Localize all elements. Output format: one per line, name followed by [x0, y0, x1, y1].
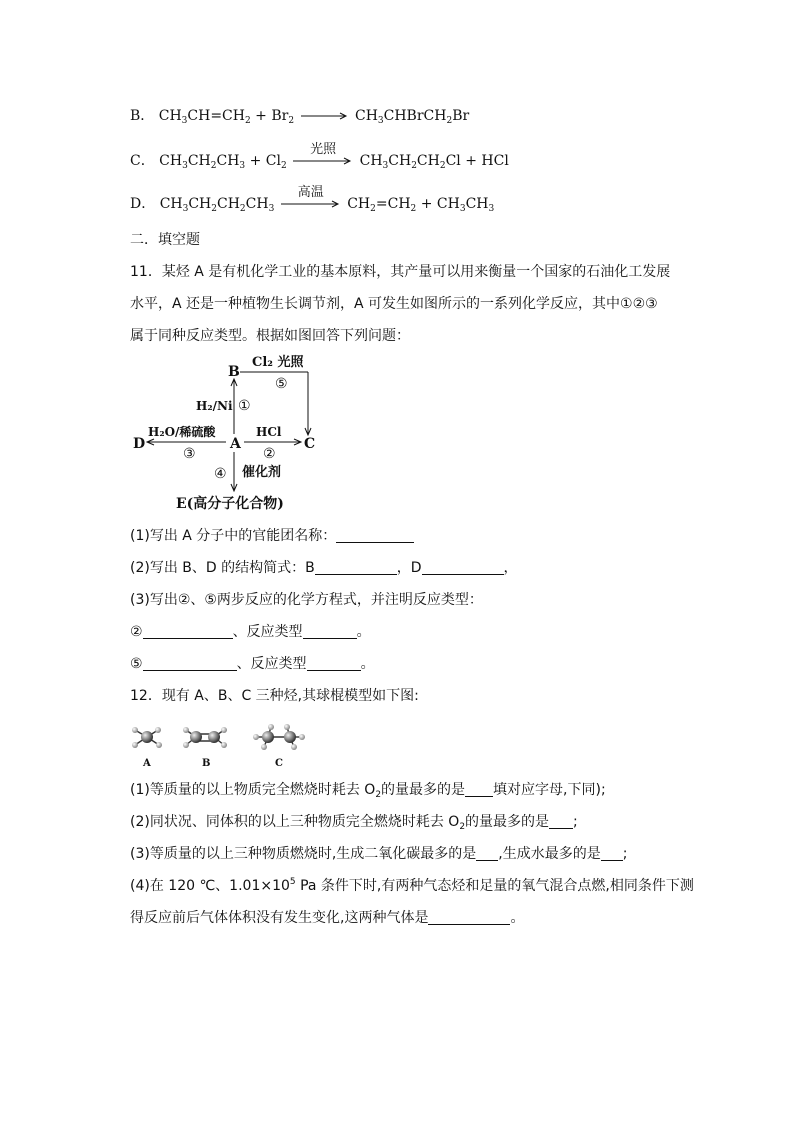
option-d [130, 185, 495, 214]
q12-sub2 [130, 812, 578, 832]
r1-num: ① [238, 398, 251, 414]
option-c-rhs: $CH_3CH_2CH_2Cl$ + HCl [359, 153, 509, 171]
option-b-lhs: $CH_3CH=CH_2 + Br_2$ [158, 108, 295, 126]
node-c: C [304, 436, 316, 452]
o2-subscript: 2 [459, 822, 466, 832]
q11-eq2 [130, 622, 371, 642]
answer-blank-eq5[interactable] [143, 656, 237, 671]
model-label-a: A [143, 758, 151, 769]
answer-blank-type2[interactable] [303, 624, 357, 639]
reaction-arrow-with-condition [293, 142, 353, 165]
answer-blank[interactable] [336, 528, 414, 543]
r4-num: ④ [214, 466, 227, 482]
end-mark: 。 [510, 910, 525, 926]
reaction-arrow-with-condition [281, 185, 341, 208]
condition-label: 光照 [310, 142, 337, 157]
q11-sub2-text: (2)写出 B、D 的结构简式：B [130, 560, 315, 576]
reaction-scheme [128, 352, 328, 522]
type-label: 、反应类型 [232, 624, 303, 640]
type-label: 、反应类型 [236, 656, 307, 672]
exponent: 5 [289, 877, 296, 887]
q12-sub4-text: (4)在 120 ℃、1.01×10 [130, 878, 290, 894]
node-d: D [133, 436, 146, 452]
model-c-ethane [253, 724, 305, 750]
eq5-num: ⑤ [130, 656, 143, 672]
node-e: E(高分子化合物) [176, 496, 284, 512]
r3-num: ③ [183, 446, 196, 462]
answer-blank[interactable] [549, 814, 573, 829]
answer-blank-b[interactable] [315, 560, 397, 575]
ball-stick-models [128, 718, 318, 770]
q11-sub1 [130, 526, 414, 546]
q12-sub3-text-c: ; [622, 846, 628, 862]
r2-num: ② [263, 446, 276, 462]
q12-sub1 [130, 780, 606, 800]
r4-reagent: 催化剂 [242, 465, 282, 480]
r5-reagent: Cl₂ 光照 [252, 355, 304, 370]
option-d-label: D． [130, 196, 156, 212]
q12-sub4-text-line2: 得反应前后气体体积没有发生变化,这两种气体是 [130, 910, 429, 926]
q12-sub2-text: (2)同状况、同体积的以上三种物质完全燃烧时耗去 O [130, 814, 460, 830]
q12-sub2-text-c: ; [573, 814, 578, 830]
eq2-num: ② [130, 624, 143, 640]
q12-sub3-text: (3)等质量的以上三种物质燃烧时,生成二氧化碳最多的是 [130, 846, 477, 862]
answer-blank-d[interactable] [422, 560, 504, 575]
q11-sub2 [130, 558, 518, 578]
model-a-methane [132, 727, 162, 748]
model-b-ethylene [183, 727, 227, 748]
r2-reagent: HCl [256, 425, 282, 439]
q12-sub3-text-b: ,生成水最多的是 [498, 846, 601, 862]
model-label-c: C [275, 758, 283, 769]
q12-sub4-text-b: Pa 条件下时,有两种气态烃和足量的氧气混合点燃,相同条件下测 [295, 878, 694, 894]
q11-sub1-text: (1)写出 A 分子中的官能团名称： [130, 528, 337, 544]
q12-stem: 12．现有 A、B、C 三种烃,其球棍模型如下图: [130, 688, 419, 704]
reaction-arrow [301, 112, 349, 120]
o2-subscript: 2 [375, 790, 382, 800]
answer-blank[interactable] [428, 910, 510, 925]
q12-sub4 [130, 876, 694, 896]
option-b-label: B． [130, 108, 155, 124]
option-c [130, 142, 509, 171]
q11-stem-line3: 属于同种反应类型。根据如图回答下列问题： [130, 328, 410, 344]
node-b: B [228, 364, 240, 380]
answer-blank[interactable] [465, 782, 493, 797]
q11-stem-line1: 11．某烃 A 是有机化学工业的基本原料，其产量可以用来衡量一个国家的石油化工发展 [130, 264, 671, 280]
q12-sub4-line2 [130, 908, 524, 928]
node-a: A [230, 436, 241, 452]
option-d-rhs: $CH_2=CH_2 + CH_3CH_3$ [347, 196, 495, 214]
r5-num: ⑤ [275, 376, 288, 392]
q11-sub3: (3)写出②、⑤两步反应的化学方程式，并注明反应类型： [130, 592, 483, 608]
answer-blank-co2[interactable] [476, 846, 498, 861]
option-d-lhs: $CH_3CH_2CH_2CH_3$ [159, 196, 275, 214]
condition-label: 高温 [297, 185, 324, 200]
q11-sub2-mid: ，D [396, 560, 422, 576]
model-label-b: B [202, 758, 211, 769]
q12-sub3 [130, 844, 627, 864]
option-b-rhs: $CH_3CHBrCH_2Br$ [354, 108, 470, 126]
answer-blank-type5[interactable] [307, 656, 361, 671]
end-mark: 。 [360, 656, 375, 672]
q12-sub1-text: (1)等质量的以上物质完全燃烧时耗去 O [130, 782, 376, 798]
section-title: 二．填空题 [130, 232, 200, 248]
option-c-label: C． [130, 153, 155, 169]
answer-blank-h2o[interactable] [601, 846, 623, 861]
q11-eq5 [130, 654, 375, 674]
q12-sub2-text-b: 的量最多的是 [465, 814, 550, 830]
q12-sub1-text-b: 的量最多的是 [381, 782, 466, 798]
r3-reagent: H₂O/稀硫酸 [148, 425, 216, 439]
q11-stem-line2: 水平，A 还是一种植物生长调节剂，A 可发生如图所示的一系列化学反应，其中①②③ [130, 296, 658, 312]
option-b [130, 106, 469, 126]
answer-blank-eq2[interactable] [143, 624, 233, 639]
option-c-lhs: $CH_3CH_2CH_3 + Cl_2$ [159, 153, 287, 171]
q11-sub2-end: ， [503, 560, 518, 576]
q12-sub1-text-c: 填对应字母,下同); [493, 782, 606, 798]
r1-reagent: H₂/Ni [196, 399, 233, 413]
end-mark: 。 [356, 624, 371, 640]
